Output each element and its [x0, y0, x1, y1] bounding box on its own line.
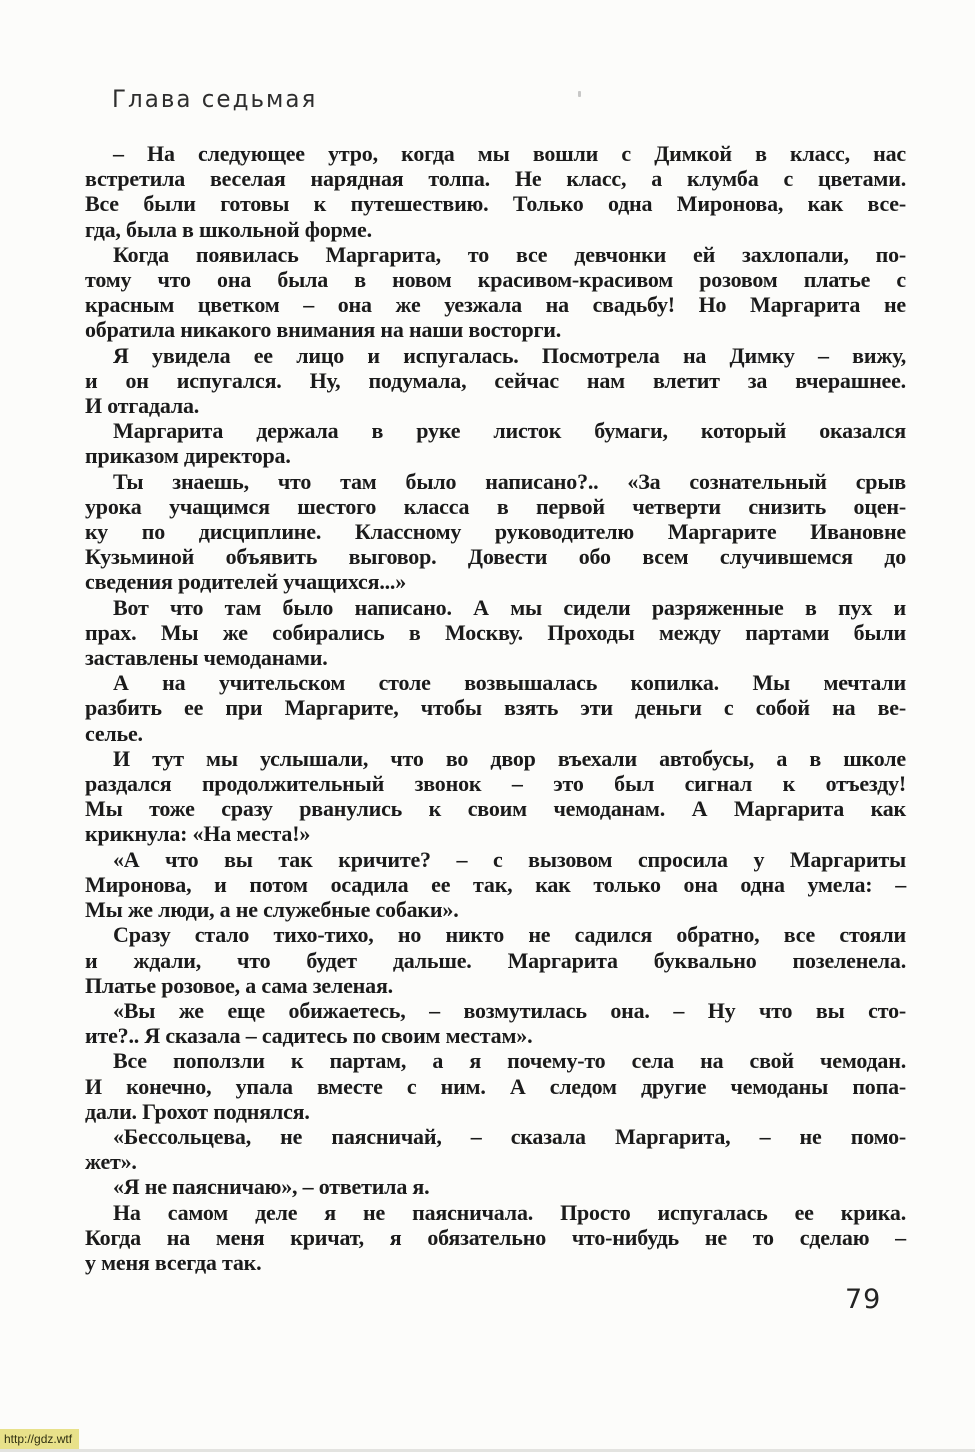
text-line: Когда появилась Маргарита, то все девчонки ей захлопали, по-	[113, 241, 906, 267]
text-line: обратила никакого внимания на наши восторги.	[85, 317, 562, 343]
text-line: жет».	[85, 1149, 137, 1175]
text-line: «Бессольцева, не паясничай, – сказала Маргарита, – не помо-	[113, 1123, 906, 1149]
text-line: разбить ее при Маргарите, чтобы взять эти деньги с собой на ве-	[85, 695, 906, 721]
text-line: Миронова, и потом осадила ее так, как только она одна умела: –	[85, 871, 906, 897]
text-line: сведения родителей учащихся...»	[85, 569, 407, 595]
text-line: дали. Грохот поднялся.	[85, 1098, 310, 1124]
text-line: раздался продолжительный звонок – это был сигнал к отъезду!	[85, 771, 906, 797]
watermark-link[interactable]: http://gdz.wtf	[0, 1429, 79, 1449]
text-line: «Вы же еще обижаетесь, – возмутилась она. – Ну что вы сто-	[113, 997, 906, 1023]
text-line: И отгадала.	[85, 393, 200, 419]
paragraph	[85, 746, 906, 847]
text-line: Сразу стало тихо-тихо, но никто не садился обратно, все стояли	[113, 922, 906, 948]
text-line: ите?.. Я сказала – садитесь по своим местам».	[85, 1023, 533, 1049]
text-line: гда, была в школьной форме.	[85, 216, 372, 242]
paragraph	[85, 469, 906, 595]
paragraph	[85, 1048, 906, 1124]
text-line: ку по дисциплине. Классному руководителю Маргарите Ивановне	[85, 519, 906, 545]
text-line: красным цветком – она же уезжала на свадьбу! Но Маргарита не	[85, 292, 906, 318]
scan-artifact	[578, 91, 581, 97]
text-line: Ты знаешь, что там было написано?.. «За сознательный срыв	[113, 468, 906, 494]
paragraph	[85, 670, 906, 746]
text-line: На самом деле я не паясничала. Просто испугалась ее крика.	[113, 1199, 906, 1225]
paragraph	[85, 595, 906, 671]
text-line: и он испугался. Ну, подумала, сейчас нам влетит за вчерашнее.	[85, 367, 906, 393]
text-line: Мы же люди, а не служебные собаки».	[85, 897, 459, 923]
text-line: селье.	[85, 720, 143, 746]
paragraph	[85, 343, 906, 419]
text-line: Все поползли к партам, а я почему-то села на свой чемодан.	[113, 1048, 906, 1074]
text-line: – На следующее утро, когда мы вошли с Димкой в класс, нас	[113, 141, 906, 166]
text-line: Вот что там было написано. А мы сидели разряженные в пух и	[113, 594, 906, 620]
text-line: А на учительском столе возвышалась копилка. Мы мечтали	[113, 670, 906, 696]
text-line: приказом директора.	[85, 443, 291, 469]
text-line: заставлены чемоданами.	[85, 645, 328, 671]
text-line: и ждали, что будет дальше. Маргарита буквально позеленела.	[85, 947, 906, 973]
text-line: И конечно, упала вместе с ним. А следом другие чемоданы попа-	[85, 1073, 906, 1099]
text-line: тому что она была в новом красивом-красивом розовом платье с	[85, 267, 906, 293]
paragraph	[85, 141, 906, 242]
paragraph	[85, 998, 906, 1048]
text-line: Когда на меня кричат, я обязательно что-нибудь не то сделаю –	[85, 1224, 906, 1250]
paragraph	[85, 847, 906, 923]
text-line: у меня всегда так.	[85, 1249, 262, 1275]
paragraph	[85, 418, 906, 468]
chapter-heading: Глава седьмая	[112, 86, 318, 114]
text-line: встретила веселая нарядная толпа. Не класс, а клумба с цветами.	[85, 166, 906, 192]
text-column	[85, 141, 906, 1275]
text-line: урока учащимся шестого класса в первой четверти снизить оцен-	[85, 493, 906, 519]
paragraph	[85, 242, 906, 343]
paragraph	[85, 1200, 906, 1276]
text-line: крикнула: «На места!»	[85, 821, 311, 847]
text-line: И тут мы услышали, что во двор въехали автобусы, а в школе	[113, 745, 906, 771]
text-line: Платье розовое, а сама зеленая.	[85, 972, 393, 998]
text-line: «А что вы так кричите? – с вызовом спросила у Маргариты	[113, 846, 906, 872]
paragraph	[85, 1174, 906, 1199]
text-line: Мы тоже сразу рванулись к своим чемоданам. А Маргарита как	[85, 796, 906, 822]
text-line: Маргарита держала в руке листок бумаги, который оказался	[113, 418, 906, 444]
text-line: Кузьминой объявить выговор. Довести обо всем случившемся до	[85, 544, 906, 570]
paragraph	[85, 1124, 906, 1174]
text-line: Я увидела ее лицо и испугалась. Посмотрела на Димку – вижу,	[113, 342, 906, 368]
text-line: Все были готовы к путешествию. Только одна Миронова, как все-	[85, 191, 906, 217]
text-line: прах. Мы же собирались в Москву. Проходы между партами были	[85, 619, 906, 645]
paragraph	[85, 922, 906, 998]
text-line: «Я не паясничаю», – ответила я.	[113, 1174, 430, 1200]
page-number: 79	[845, 1284, 882, 1315]
